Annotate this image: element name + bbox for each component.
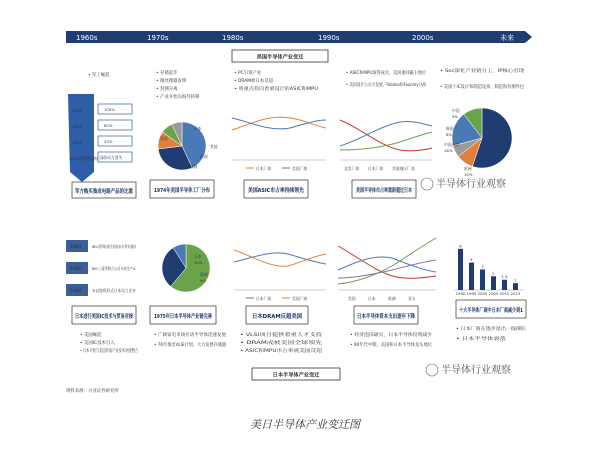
jp-col6-tick-1: 1990 (455, 291, 466, 296)
us-col2-pie-label-5: 其他 (210, 144, 218, 149)
jp-col3-bullet-1: • VLSI项目提供着重人才支持 (240, 333, 298, 338)
us-col3-bullet-2: • DRAM被日本反超 (234, 79, 273, 84)
jp-col5-line-us (338, 246, 436, 278)
us-col2-bullet-4: • 产业开始向海外转移 (156, 95, 200, 100)
us-col2-bullet-3: • 封测分离 (156, 87, 178, 92)
watermark-logo-icon-bottom (426, 364, 438, 376)
jp-col6-bar-label-3: 3 (481, 263, 484, 269)
us-col1-pct-1: 100% (104, 107, 115, 112)
jp-col3-bullet-3: • ASIC和MPU市占率被美国反超 (240, 349, 304, 354)
jp-col6-tick-6: 2015 (510, 291, 521, 296)
jp-col5-legend-3: 欧洲 (388, 296, 396, 301)
us-col1-bullet: • 军工崛起 (88, 73, 110, 78)
us-col5-pie (452, 108, 512, 168)
us-col2-pie-label-2: 日本 (194, 126, 202, 131)
us-col5-pie-label-tw: 中国台湾 (444, 142, 460, 147)
jp-col5-line-jp (338, 257, 436, 272)
jp-col6-bar-1 (458, 249, 463, 290)
timeline-label-1990s: 1990s (318, 34, 340, 42)
jp-col2-bullet-2: • 76年推出VLSI计划，大力发展存储器 (154, 343, 231, 348)
us-col2-pie-label-3: 欧洲 (200, 154, 208, 159)
us-col5-pie-label-us: 美国 (494, 134, 502, 139)
us-col4-bullet-2: • 美国设计公司大发展，Fabless和Foundry分离 (346, 83, 441, 88)
us-col1-year-4: 60年代国防采购 (70, 156, 98, 161)
jp-col1-year-1: 1963 (70, 245, 82, 250)
us-col2-pie-label-1: 美国 (160, 136, 168, 141)
us-col1-year-3: 1967 (72, 140, 82, 145)
us-col3-line-japan (232, 117, 326, 130)
jp-col6 (454, 243, 547, 342)
watermark-top: 半导体行业观察 (436, 179, 506, 190)
jp-col6-caption: 十大半导体厂商中日本厂商减少到1 (459, 308, 547, 314)
us-col4-line-japan (340, 121, 432, 146)
jp-col5-caption: 日本半导体资本支出逐年下降 (357, 314, 430, 320)
jp-col5-legend-4: 亚太 (408, 296, 416, 301)
jp-col2-pie-pct-eu: 9% (200, 278, 207, 283)
us-col5 (440, 67, 528, 177)
jp-col1-caption: 日本进行美国IC技术与贸易对接 (75, 314, 154, 320)
jp-col2-pie-label-us: 美国 (170, 258, 178, 263)
jp-col2-pie-label-eu: 欧洲 (200, 272, 208, 277)
jp-col2 (150, 244, 232, 348)
us-col1-year-1: 1962 (72, 108, 82, 113)
us-col5-pie-pct-eu: 10% (464, 172, 473, 177)
us-col5-pie-pct-kr: 6% (446, 132, 453, 137)
us-col4-legend-3: 其他地区厂商 (392, 166, 415, 171)
us-col4-caption: 美国半导体市占率重新超过日本 (356, 188, 435, 194)
us-col2-bullet-1: • 存储起步 (156, 71, 178, 76)
jp-col1-step-2: NEC三菱等联合公司开始生产IC (92, 266, 137, 271)
us-col1-pct-2: 80% (104, 123, 113, 128)
us-col1-pct-4: 国防动力消失 (99, 155, 123, 160)
jp-col3-legend-2: 美国厂商 (292, 296, 308, 301)
us-col3-legend-2: 美国厂商 (292, 166, 308, 171)
us-col4-legend-1: 北美厂商 (344, 166, 360, 171)
timeline-label-2000s: 2000s (412, 34, 434, 42)
us-col5-pie-label-eu: 欧洲 (464, 166, 472, 171)
us-col4-bullet-1: • ASIC和MPU取得成功，美国重回霸主地位 (346, 71, 432, 76)
us-col1-pct-3: 43% (104, 139, 113, 144)
us-col4-line-north-america (340, 120, 432, 151)
us-col5-pie-pct-us: 53% (494, 140, 503, 145)
us-col3 (232, 69, 326, 198)
timeline-label-1960s: 1960s (76, 34, 98, 42)
jp-col6-bar-3 (480, 269, 485, 290)
timeline-arrow (66, 31, 532, 43)
jp-col2-pie-pct-jp: 30% (194, 260, 203, 265)
us-col3-bullet-1: • PC引领产业 (234, 71, 262, 76)
timeline (66, 31, 532, 43)
us-col5-pie-label-kr: 韩国 (446, 126, 454, 131)
us-col3-legend-1: 日本厂商 (256, 166, 272, 171)
jp-col2-bullet-1: • 广阔家电市场拉动半导体迅速发展 (154, 333, 224, 338)
jp-col5-legend-1: 美国 (348, 296, 356, 301)
jp-col3-bullet-2: • DRAM成被美国全球领先 (240, 341, 293, 346)
jp-col2-caption: 1975年日本半导体产业链完善 (154, 314, 232, 320)
watermark-bottom: 半导体行业观察 (441, 365, 511, 376)
timeline-label-future: 未来 (500, 34, 514, 42)
us-col5-bullet-2: • 美国十IC设计和制造设备、制造和封测外包 (440, 85, 528, 90)
jp-col1-step-3: TI以独资形式日本设立企业 (91, 288, 137, 293)
jp-col1-year-3: 1968 (70, 289, 82, 294)
us-col4 (340, 69, 441, 198)
jp-col1-bullet-1: • 美国崛起 (80, 333, 102, 338)
jp-col3-line-japan (234, 253, 326, 264)
jp-col6-tick-4: 2005 (488, 291, 499, 296)
jp-col6-bar-4 (491, 276, 496, 290)
us-col3-bullet-3: • 将重点投向着重设计的ASIC和MPU (234, 87, 307, 92)
jp-col6-tick-5: 2010 (499, 291, 510, 296)
jp-col5-bullet-1: • 经济泡沫破灭，日本半导体投资减少 (350, 333, 425, 338)
jp-col6-bar-label-4: 2 (492, 270, 495, 276)
us-col5-pie-pct-tw: 18% (444, 148, 453, 153)
jp-col6-bullet-1: • 日本厂商在逐步退出一线梯队 (456, 327, 518, 332)
jp-col3 (234, 250, 326, 354)
us-col2 (150, 69, 226, 198)
jp-col1-bullet-2: • 美国IC技术引入 (80, 341, 115, 346)
us-col5-pie-pct-cn: 9% (452, 114, 459, 119)
us-col5-pie-label-cn: 中国 (452, 108, 460, 113)
jp-col5-legend-2: 日本 (368, 296, 376, 301)
us-col1-year-2: 1967 (72, 124, 82, 129)
jp-col6-tick-2: 1995 (466, 291, 477, 296)
timeline-label-1970s: 1970s (147, 34, 169, 42)
jp-col6-bar-2 (469, 263, 474, 290)
jp-col1-step-1: NEC获得仙童平面技术专利实施权 (92, 244, 137, 249)
us-col2-pie-label-4: 新加坡 (186, 164, 198, 169)
jp-col6-bullet-2: • 日本半导体衰落 (456, 337, 491, 342)
jp-col6-bar-6 (513, 283, 518, 290)
jp-col3-caption: 日本DRAM反超美国 (252, 314, 305, 320)
us-col4-legend-2: 日本厂商 (368, 166, 384, 171)
source-note: 资料来源：兴业证券研究所 (66, 389, 119, 394)
jp-band-title: 日本半导体产业变迁 (272, 372, 320, 379)
timeline-label-1980s: 1980s (222, 34, 244, 42)
jp-col6-tick-3: 2000 (477, 291, 488, 296)
jp-col6-bar-label-1: 6 (459, 243, 462, 249)
us-col5-bullet-1: • Soc深化产业链分工，IP核心出现 (440, 69, 509, 74)
jp-col2-pie-pct-us: 61% (170, 264, 179, 269)
us-band-title: 美国半导体产业变迁 (256, 54, 304, 61)
jp-col5-bullet-2: • 90年代中期，美国和日本半导体龙头地位 (350, 343, 435, 348)
jp-col6-bar-label-6: 1 (514, 277, 517, 283)
jp-col1-year-2: 1966 (70, 267, 82, 272)
jp-col6-bars (456, 243, 521, 296)
jp-col5 (338, 238, 436, 348)
jp-col1-bullet-3: • 日本开始与美国形成产业技术对接整合 (80, 349, 159, 354)
us-col1-caption: 军方购买集成电路产品的比重 (75, 189, 148, 195)
watermark-logo-icon (421, 178, 433, 190)
jp-col6-bar-5 (502, 280, 507, 290)
us-col3-caption: 美国ASIC市占率持续领先 (248, 188, 313, 194)
jp-col6-bar-label-5: 1.5 (501, 274, 508, 280)
us-col1 (68, 71, 148, 198)
us-col2-bullet-2: • 微处理器发明 (156, 79, 187, 84)
jp-col2-pie-label-jp: 日本 (194, 254, 202, 259)
us-col2-caption: 1974年美国半导体工厂分布 (154, 188, 226, 194)
figure-caption: 美日半导体产业变迁图 (250, 418, 360, 431)
jp-col3-legend-1: 日本厂商 (256, 296, 272, 301)
jp-col1 (66, 240, 159, 354)
jp-col6-bar-label-2: 4 (470, 257, 473, 263)
